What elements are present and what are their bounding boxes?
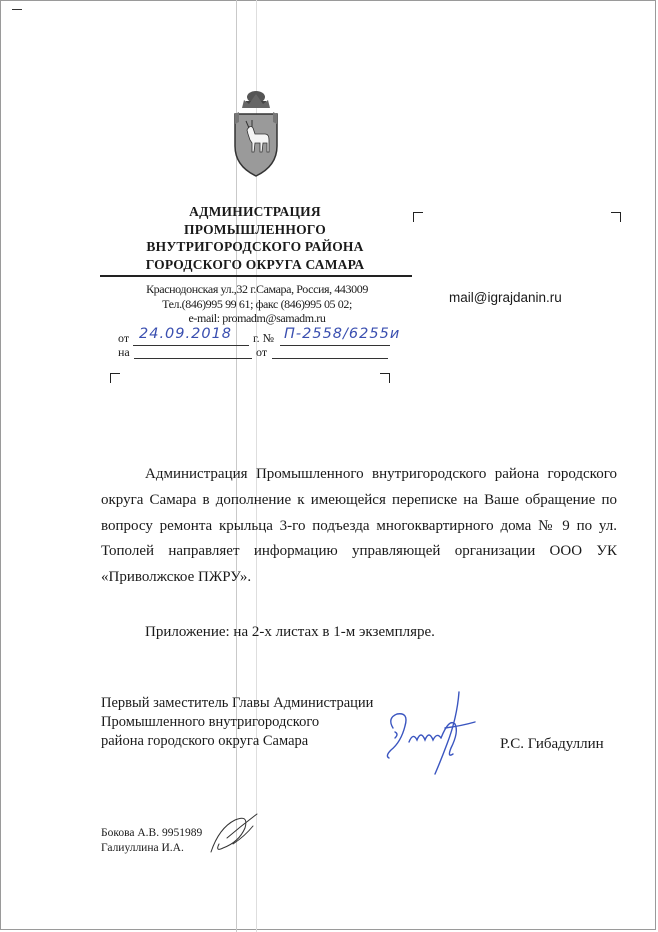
ref-from-label: от <box>118 331 130 345</box>
on-underline <box>134 358 252 359</box>
org-line: АДМИНИСТРАЦИЯ <box>189 204 321 219</box>
samara-coat-of-arms-icon <box>225 88 287 180</box>
contact-email: e-mail: promadm@samadm.ru <box>188 311 326 325</box>
org-line: ВНУТРИГОРОДСКОГО РАЙОНА <box>146 239 364 254</box>
address-corner-mark <box>611 212 621 222</box>
address-corner-mark <box>413 212 423 222</box>
date-underline <box>133 345 249 346</box>
handwritten-signature-icon <box>375 688 485 778</box>
attachment-note: Приложение: на 2-х листах в 1-м экземпляре. <box>145 624 435 640</box>
executor-line: Галиуллина И.А. <box>101 842 184 854</box>
ref-on-label: на <box>118 345 130 359</box>
signatory-title-line: Первый заместитель Главы Администрации <box>101 695 374 711</box>
executors-block <box>101 826 202 856</box>
from-underline <box>272 358 388 359</box>
contact-block <box>122 282 392 326</box>
signatory-title-line: района городского округа Самара <box>101 733 309 749</box>
initials-mark-icon <box>205 808 265 858</box>
signatory-name: Р.С. Гибадуллин <box>500 736 604 752</box>
handwritten-number: П-2558/6255и <box>284 326 401 342</box>
signatory-title <box>101 694 373 751</box>
ref-number-label: г. № <box>253 331 275 345</box>
header-rule <box>100 275 412 277</box>
letter-body <box>101 462 617 591</box>
address-corner-mark <box>380 373 390 383</box>
signatory-title-line: Промышленного внутригородского <box>101 714 320 730</box>
contact-phone: Тел.(846)995 99 61; факс (846)995 05 02; <box>162 296 352 311</box>
handwritten-date: 24.09.2018 <box>139 326 233 342</box>
body-paragraph: Администрация Промышленного внутригородского района городского округа Самара в дополнение к имеющейся переписке на Ваше обращение по вопросу ремонта крыльца 3-го подъезда многоквартирного дома № 9 по ул. Тополей направляет информацию управляющей организации ООО УК «Приволжское ПЖРУ». <box>101 466 617 586</box>
organization-name <box>95 203 415 273</box>
recipient-email: mail@igrajdanin.ru <box>449 290 562 305</box>
address-corner-mark <box>110 373 120 383</box>
ref-from-label-2: от <box>256 345 268 359</box>
contact-address: Краснодонская ул.,32 г.Самара, Россия, 443009 <box>146 282 368 296</box>
scan-mark <box>12 9 22 10</box>
org-line: ГОРОДСКОГО ОКРУГА САМАРА <box>145 256 365 272</box>
org-line: ПРОМЫШЛЕННОГО <box>184 221 326 237</box>
number-underline <box>280 345 390 346</box>
executor-line: Бокова А.В. 9951989 <box>101 827 203 839</box>
